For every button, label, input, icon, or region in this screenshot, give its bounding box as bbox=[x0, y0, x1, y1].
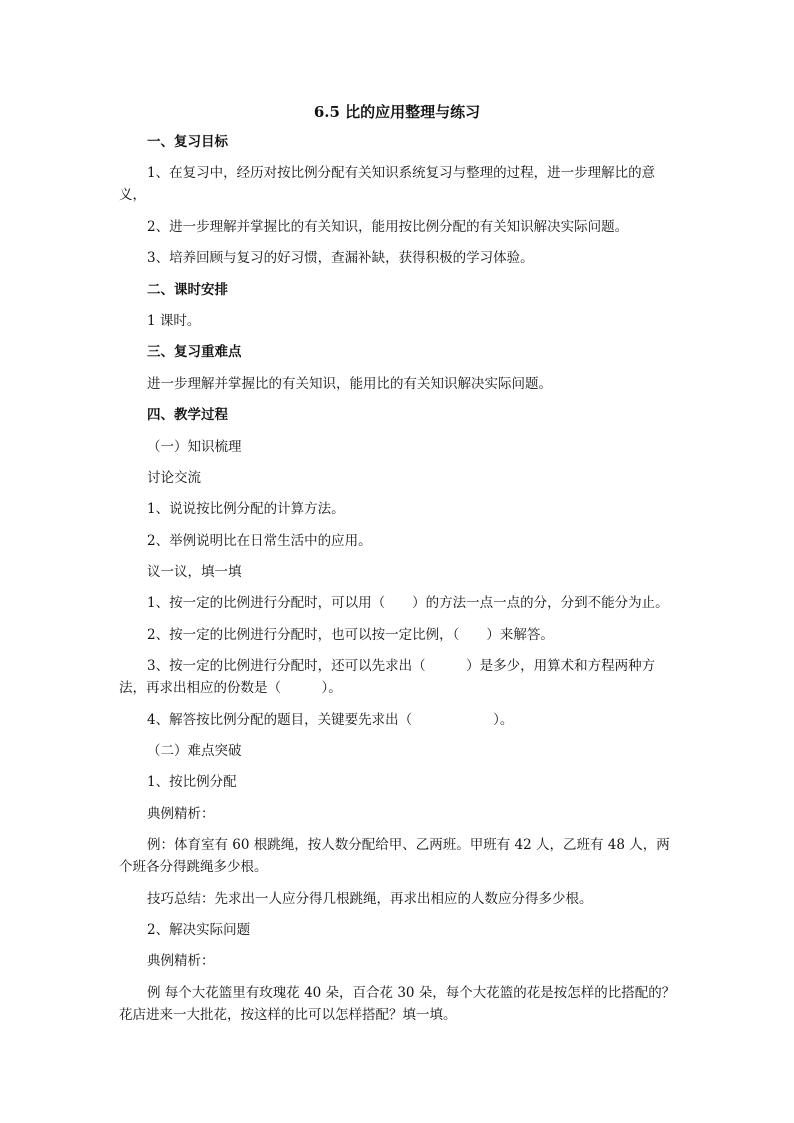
paragraph: （一）知识梳理 bbox=[147, 438, 242, 455]
paragraph: 例：体育室有 60 根跳绳，按人数分配给甲、乙两班。甲班有 42 人，乙班有 48 人，两个班各分得跳绳多少根。 bbox=[119, 837, 670, 876]
paragraph: 1、说说按比例分配的计算方法。 bbox=[147, 501, 345, 518]
paragraph: 2、按一定的比例进行分配时，也可以按一定比例，（ ）来解答。 bbox=[147, 626, 554, 643]
section-heading: 四、教学过程 bbox=[147, 407, 228, 424]
section-heading: 一、复习目标 bbox=[147, 134, 228, 150]
paragraph: 讨论交流 bbox=[147, 469, 201, 486]
paragraph: 例 每个大花篮里有玫瑰花 40 朵，百合花 30 朵，每个大花篮的花是按怎样的比搭配的？花店进来一大批花，按这样的比可以怎样搭配？填一填。 bbox=[119, 984, 676, 1023]
paragraph: 2、进一步理解并掌握比的有关知识，能用按比例分配的有关知识解决实际问题。 bbox=[147, 218, 629, 235]
paragraph: 2、举例说明比在日常生活中的应用。 bbox=[147, 532, 372, 549]
paragraph: 议一议，填一填 bbox=[147, 564, 242, 581]
paragraph: 3、培养回顾与复习的好习惯，查漏补缺，获得积极的学习体验。 bbox=[147, 250, 534, 267]
paragraph: 1 课时。 bbox=[147, 312, 201, 329]
section-heading: 三、复习重难点 bbox=[147, 344, 242, 361]
document-body bbox=[119, 131, 679, 1035]
paragraph: 1、按比例分配 bbox=[147, 774, 237, 791]
paragraph: 典例精析： bbox=[147, 805, 215, 822]
paragraph: （二）难点突破 bbox=[147, 743, 242, 760]
paragraph: 1、按一定的比例进行分配时，可以用（ ）的方法一点一点的分，分到不能分为止。 bbox=[147, 595, 669, 612]
paragraph: 技巧总结：先求出一人应分得几根跳绳，再求出相应的人数应分得多少根。 bbox=[147, 890, 593, 907]
paragraph: 4、解答按比例分配的题目，关键要先求出（ ）。 bbox=[147, 711, 514, 728]
paragraph: 2、解决实际问题 bbox=[147, 921, 251, 938]
paragraph: 进一步理解并掌握比的有关知识，能用比的有关知识解决实际问题。 bbox=[147, 375, 552, 392]
paragraph: 典例精析： bbox=[147, 953, 215, 970]
paragraph: 1、在复习中，经历对按比例分配有关知识系统复习与整理的过程，进一步理解比的意义， bbox=[119, 165, 656, 204]
document-title: 6.5 比的应用整理与练习 bbox=[313, 103, 481, 121]
paragraph: 3、按一定的比例进行分配时，还可以先求出（ ）是多少，用算术和方程两种方法，再求出相应的份数是（ ）。 bbox=[119, 658, 656, 697]
section-heading: 二、课时安排 bbox=[147, 281, 228, 298]
